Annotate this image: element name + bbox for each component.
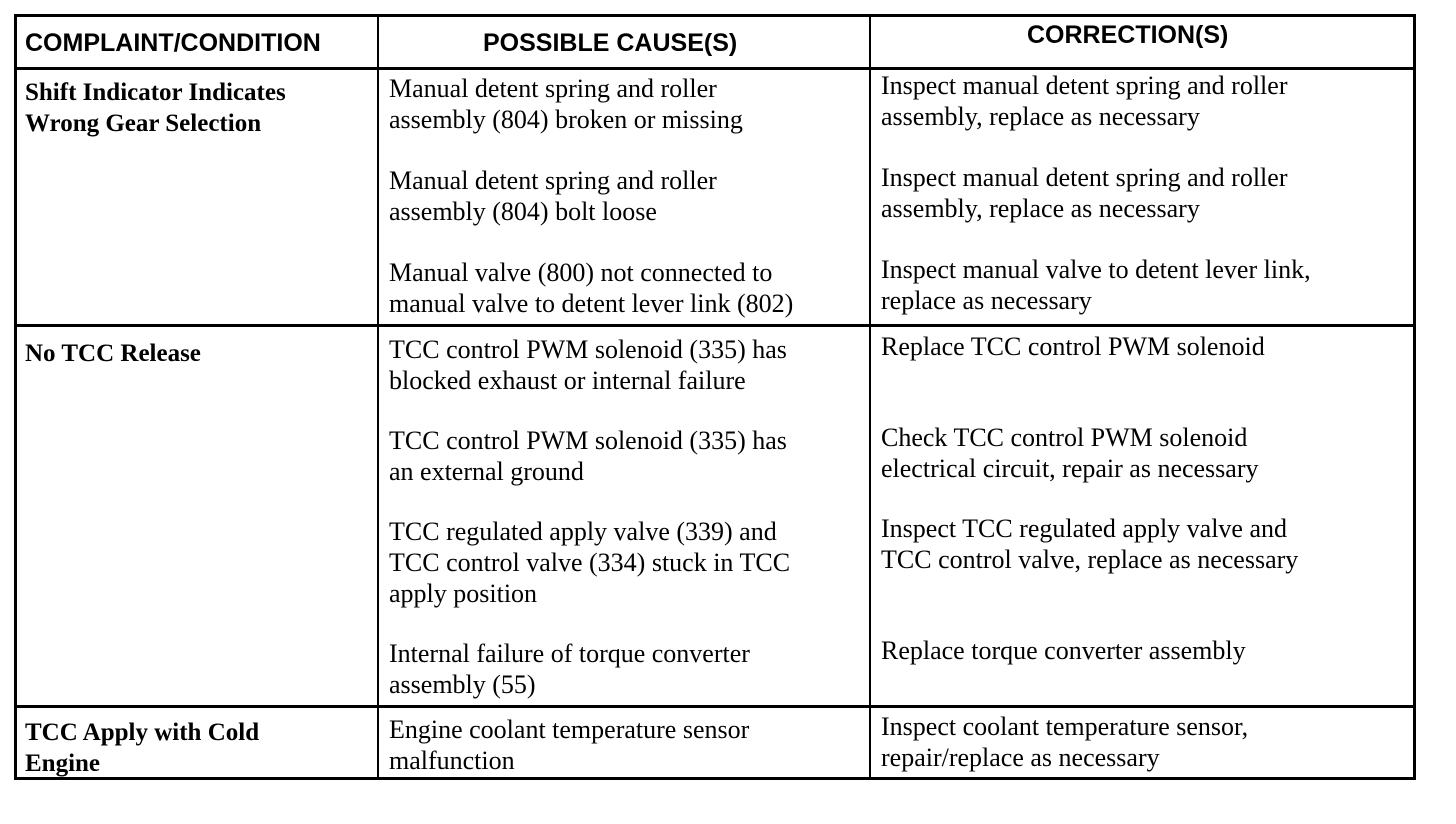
correction-cell [881,331,1265,362]
header-correction: CORRECTION(S) [1027,21,1229,49]
correction-cell [881,422,1259,484]
correction-cell [881,711,1248,773]
correction-cell [881,635,1246,666]
column-divider-2 [869,17,871,777]
condition-line: TCC Apply with Cold [25,719,260,746]
row-divider-1 [17,324,1413,327]
correction-line: Replace torque converter assembly [881,636,1246,665]
condition-line: No TCC Release [25,340,201,367]
cause-line: manual valve to detent lever link (802) [389,289,794,318]
cause-line: blocked exhaust or internal failure [389,366,746,395]
cause-line: assembly (55) [389,670,536,699]
condition-line: Engine [25,750,101,777]
correction-line: assembly, replace as necessary [881,102,1200,131]
condition-line: Shift Indicator Indicates [25,79,286,106]
condition-cell [25,338,201,369]
cause-line: TCC control PWM solenoid (335) has [389,426,787,455]
cause-line: TCC regulated apply valve (339) and [389,517,777,546]
cause-cell [389,516,790,609]
cause-line: Manual valve (800) not connected to [389,258,773,287]
correction-line: Check TCC control PWM solenoid [881,423,1248,452]
cause-line: malfunction [389,746,515,775]
cause-cell [389,73,743,135]
header-complaint: COMPLAINT/CONDITION [25,29,321,57]
correction-line: assembly, replace as necessary [881,194,1200,223]
correction-line: repair/replace as necessary [881,743,1160,772]
cause-cell [389,334,787,396]
cause-line: assembly (804) bolt loose [389,197,657,226]
cause-cell [389,165,717,227]
correction-line: electrical circuit, repair as necessary [881,454,1259,483]
correction-line: Inspect coolant temperature sensor, [881,712,1249,741]
correction-cell [881,70,1287,132]
cause-line: an external ground [389,457,584,486]
correction-line: Inspect manual valve to detent lever link, [881,255,1311,284]
cause-line: Manual detent spring and roller [389,166,717,195]
column-divider-1 [377,17,379,777]
correction-cell [881,162,1287,224]
correction-line: Inspect manual detent spring and roller [881,71,1288,100]
row-divider-2 [17,705,1413,708]
cause-line: apply position [389,579,538,608]
cause-line: TCC control PWM solenoid (335) has [389,335,787,364]
condition-cell [25,77,286,139]
correction-line: TCC control valve, replace as necessary [881,545,1299,574]
diagnosis-table [14,14,1416,780]
correction-cell [881,513,1298,575]
correction-line: Inspect manual detent spring and roller [881,163,1288,192]
cause-cell [389,425,787,487]
correction-line: replace as necessary [881,286,1092,315]
correction-cell [881,254,1311,316]
cause-cell [389,638,750,700]
correction-line: Inspect TCC regulated apply valve and [881,514,1288,543]
condition-line: Wrong Gear Selection [25,110,262,137]
cause-cell [389,257,793,319]
cause-line: Manual detent spring and roller [389,74,717,103]
cause-cell [389,714,749,776]
cause-line: Engine coolant temperature sensor [389,715,750,744]
correction-line: Replace TCC control PWM solenoid [881,332,1265,361]
condition-cell [25,717,259,779]
cause-line: TCC control valve (334) stuck in TCC [389,548,791,577]
cause-line: assembly (804) broken or missing [389,105,743,134]
cause-line: Internal failure of torque converter [389,639,750,668]
header-cause: POSSIBLE CAUSE(S) [483,29,738,57]
